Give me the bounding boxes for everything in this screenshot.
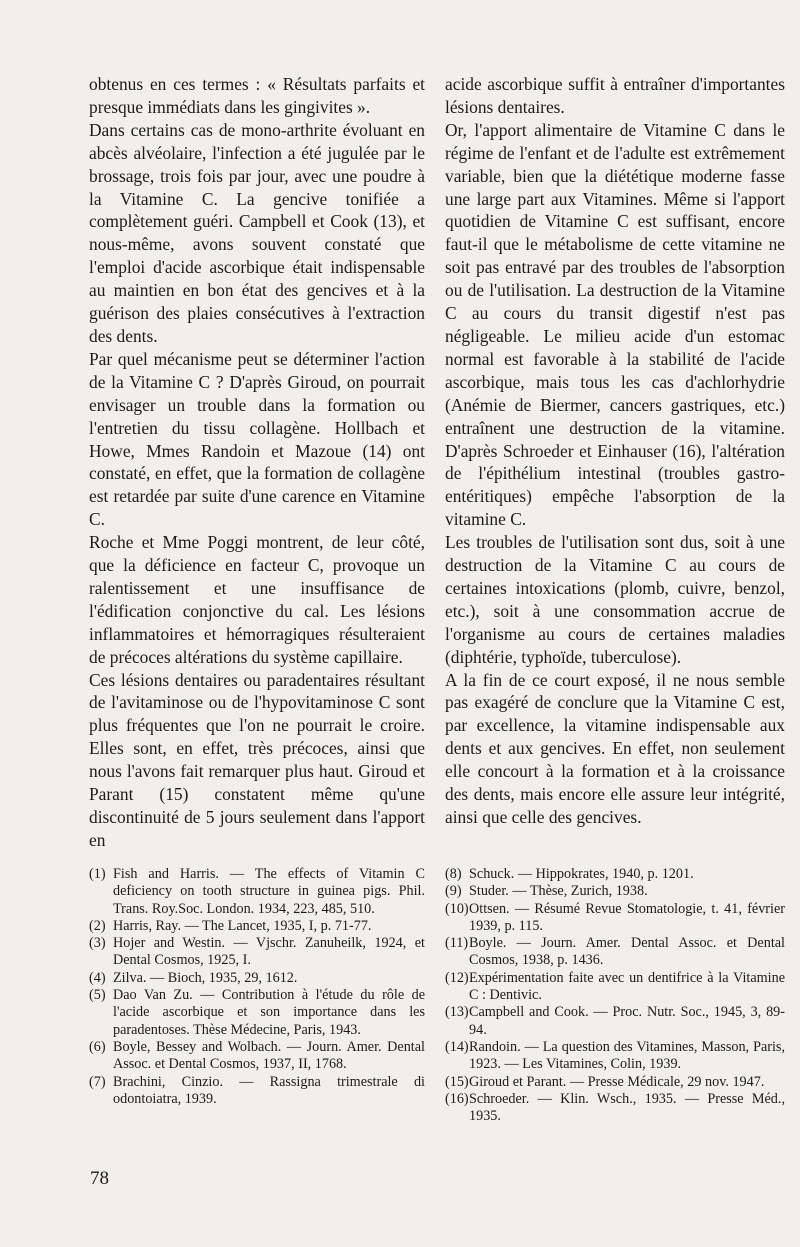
footnote-text: Harris, Ray. — The Lancet, 1935, I, p. 71-77. (113, 917, 372, 934)
paragraph: A la fin de ce court exposé, il ne nous semble pas exagéré de conclure que la Vitamine C est, par excellence, la vitamine indispensable aux dents et aux gencives. En effet, non seulement elle concourt à la formation et à la croissance des dents, mais encore elle assure leur intégrité, ainsi que celle des gencives. (445, 669, 785, 827)
footnote-text: Boyle, Bessey and Wolbach. — Journ. Amer. Dental Assoc. et Dental Cosmos, 1937, II, 1768. (113, 1038, 425, 1073)
footnote (445, 883, 785, 900)
footnote (89, 987, 425, 1039)
footnote-text: Giroud et Parant. — Presse Médicale, 29 nov. 1947. (469, 1073, 765, 1090)
footnote (445, 970, 785, 1005)
footnote-text: Schuck. — Hippokrates, 1940, p. 1201. (469, 866, 694, 882)
footnote-number: (7) (89, 1073, 106, 1090)
footnote-number: (4) (89, 969, 106, 986)
footnote-number: (1) (89, 866, 106, 882)
footnote (89, 970, 425, 987)
body-column-left (89, 73, 425, 852)
footnote (89, 918, 425, 935)
footnote-number: (3) (89, 935, 106, 952)
footnote-text: Hojer and Westin. — Vjschr. Zanuheilk, 1924, et Dental Cosmos, 1925, I. (113, 935, 425, 969)
footnote-text: Zilva. — Bioch, 1935, 29, 1612. (113, 969, 298, 986)
footnote-number: (8) (445, 866, 462, 882)
footnote-number: (15) (445, 1073, 469, 1090)
footnote-number: (14) (445, 1038, 469, 1055)
footnote-text: Dao Van Zu. — Contribution à l'étude du rôle de l'acide ascorbique et son importance dans les paradentoses. Thèse Médecine, Paris, 1943. (113, 987, 425, 1038)
paragraph: Roche et Mme Poggi montrent, de leur côté, que la déficience en facteur C, provoque un ralentissement et une insuffisance de l'édification conjonctive du cal. Les lésions inflammatoires et hémorragiques résulteraient de précoces altérations du système capillaire. (89, 532, 425, 667)
footnote (89, 866, 425, 918)
footnote (89, 1039, 425, 1074)
footnote (445, 866, 785, 883)
footnote (89, 1074, 425, 1109)
footnote-number: (2) (89, 917, 106, 934)
footnote (445, 935, 785, 970)
footnote (445, 1004, 785, 1039)
footnote (445, 1091, 785, 1126)
footnotes-left (89, 866, 425, 1108)
paragraph: obtenus en ces termes : « Résultats parfaits et presque immédiats dans les gingivites ». (89, 74, 425, 117)
footnote-number: (11) (445, 935, 469, 952)
footnote-number: (6) (89, 1038, 106, 1055)
paragraph: Par quel mécanisme peut se déterminer l'action de la Vitamine C ? D'après Giroud, on pourrait envisager un trouble dans la formation ou l'entretien du tissu collagène. Hollbach et Howe, Mmes Randoin et Mazoue (14) ont constaté, en effet, que la formation de collagène est retardée par suite d'une carence en Vitamine C. (89, 348, 425, 530)
footnote-text: Expérimentation faite avec un dentifrice à la Vitamine C : Dentivic. (469, 969, 785, 1004)
footnote-text: Brachini, Cinzio. — Rassigna trimestrale di odontoiatra, 1939. (113, 1073, 425, 1107)
paragraph: Ces lésions dentaires ou paradentaires résultant de l'avitaminose ou de l'hypovitaminose C sont plus fréquentes que l'on ne pourrait le croire. Elles sont, en effet, très précoces, ainsi que nous l'avons fait remarquer plus haut. Giroud et Parant (15) constatent même qu'une discontinuité de 5 jours seulement dans l'apport en (89, 669, 425, 850)
footnote (445, 901, 785, 936)
footnote-number: (16) (445, 1090, 469, 1107)
footnote-number: (10) (445, 900, 469, 917)
footnote-number: (5) (89, 987, 106, 1004)
paragraph: acide ascorbique suffit à entraîner d'importantes lésions dentaires. (445, 74, 785, 117)
footnote-text: Randoin. — La question des Vitamines, Masson, Paris, 1923. — Les Vitamines, Colin, 1939. (469, 1038, 785, 1073)
paragraph: Or, l'apport alimentaire de Vitamine C dans le régime de l'enfant et de l'adulte est extrêmement variable, bien que la diététique moderne fasse une large part aux Vitamines. Même si l'apport quotidien de Vitamine C est suffisant, encore faut-il que le métabolisme de cette vitamine ne soit pas entravé par des troubles de l'absorption ou de l'utilisation. La destruction de la Vitamine C au cours du transit digestif n'est pas négligeable. Le milieu acide d'un estomac normal est favorable à la stabilité de l'acide ascorbique, mais tous les cas d'achlorhydrie (Anémie de Biermer, cancers gastriques, etc.) entraînent une destruction de la vitamine. D'après Schroeder et Einhauser (16), l'altération de l'épithélium intestinal (troubles gastro-entéritiques) empêche l'absorption de la vitamine C. (445, 119, 785, 530)
footnotes-right (445, 866, 785, 1125)
footnote-number: (12) (445, 969, 469, 986)
footnote-number: (9) (445, 883, 462, 900)
body-column-right (445, 73, 785, 829)
footnote (89, 935, 425, 970)
page-number: 78 (90, 1168, 109, 1189)
paragraph: Dans certains cas de mono-arthrite évoluant en abcès alvéolaire, l'infection a été jugulée par le brossage, trois fois par jour, avec une poudre à la Vitamine C. La gencive tonifiée a complètement guéri. Campbell et Cook (13), et nous-même, avons souvent constaté que l'emploi d'acide ascorbique était indispensable au maintien en bon état des gencives et à la guérison des plaies consécutives à l'extraction des dents. (89, 119, 425, 346)
footnote (445, 1074, 785, 1091)
footnote-text: Ottsen. — Résumé Revue Stomatologie, t. 41, février 1939, p. 115. (469, 900, 785, 934)
footnote-text: Campbell and Cook. — Proc. Nutr. Soc., 1945, 3, 89-94. (469, 1004, 785, 1038)
footnote-text: Boyle. — Journ. Amer. Dental Assoc. et Dental Cosmos, 1938, p. 1436. (469, 935, 785, 969)
footnote-number: (13) (445, 1004, 469, 1021)
footnote-text: Studer. — Thèse, Zurich, 1938. (469, 883, 648, 900)
footnote-text: Fish and Harris. — The effects of Vitamin C deficiency on tooth structure in guinea pigs. Phil. Trans. Roy.Soc. London. 1934, 223, 485, 510. (113, 866, 425, 917)
footnote-text: Schroeder. — Klin. Wsch., 1935. — Presse Méd., 1935. (469, 1090, 785, 1125)
paragraph: Les troubles de l'utilisation sont dus, soit à une destruction de la Vitamine C au cours de certaines intoxications (plomb, cuivre, benzol, etc.), soit à une consommation accrue de l'organisme au cours de certaines maladies (diphtérie, typhoïde, tuberculose). (445, 532, 785, 667)
footnote (445, 1039, 785, 1074)
